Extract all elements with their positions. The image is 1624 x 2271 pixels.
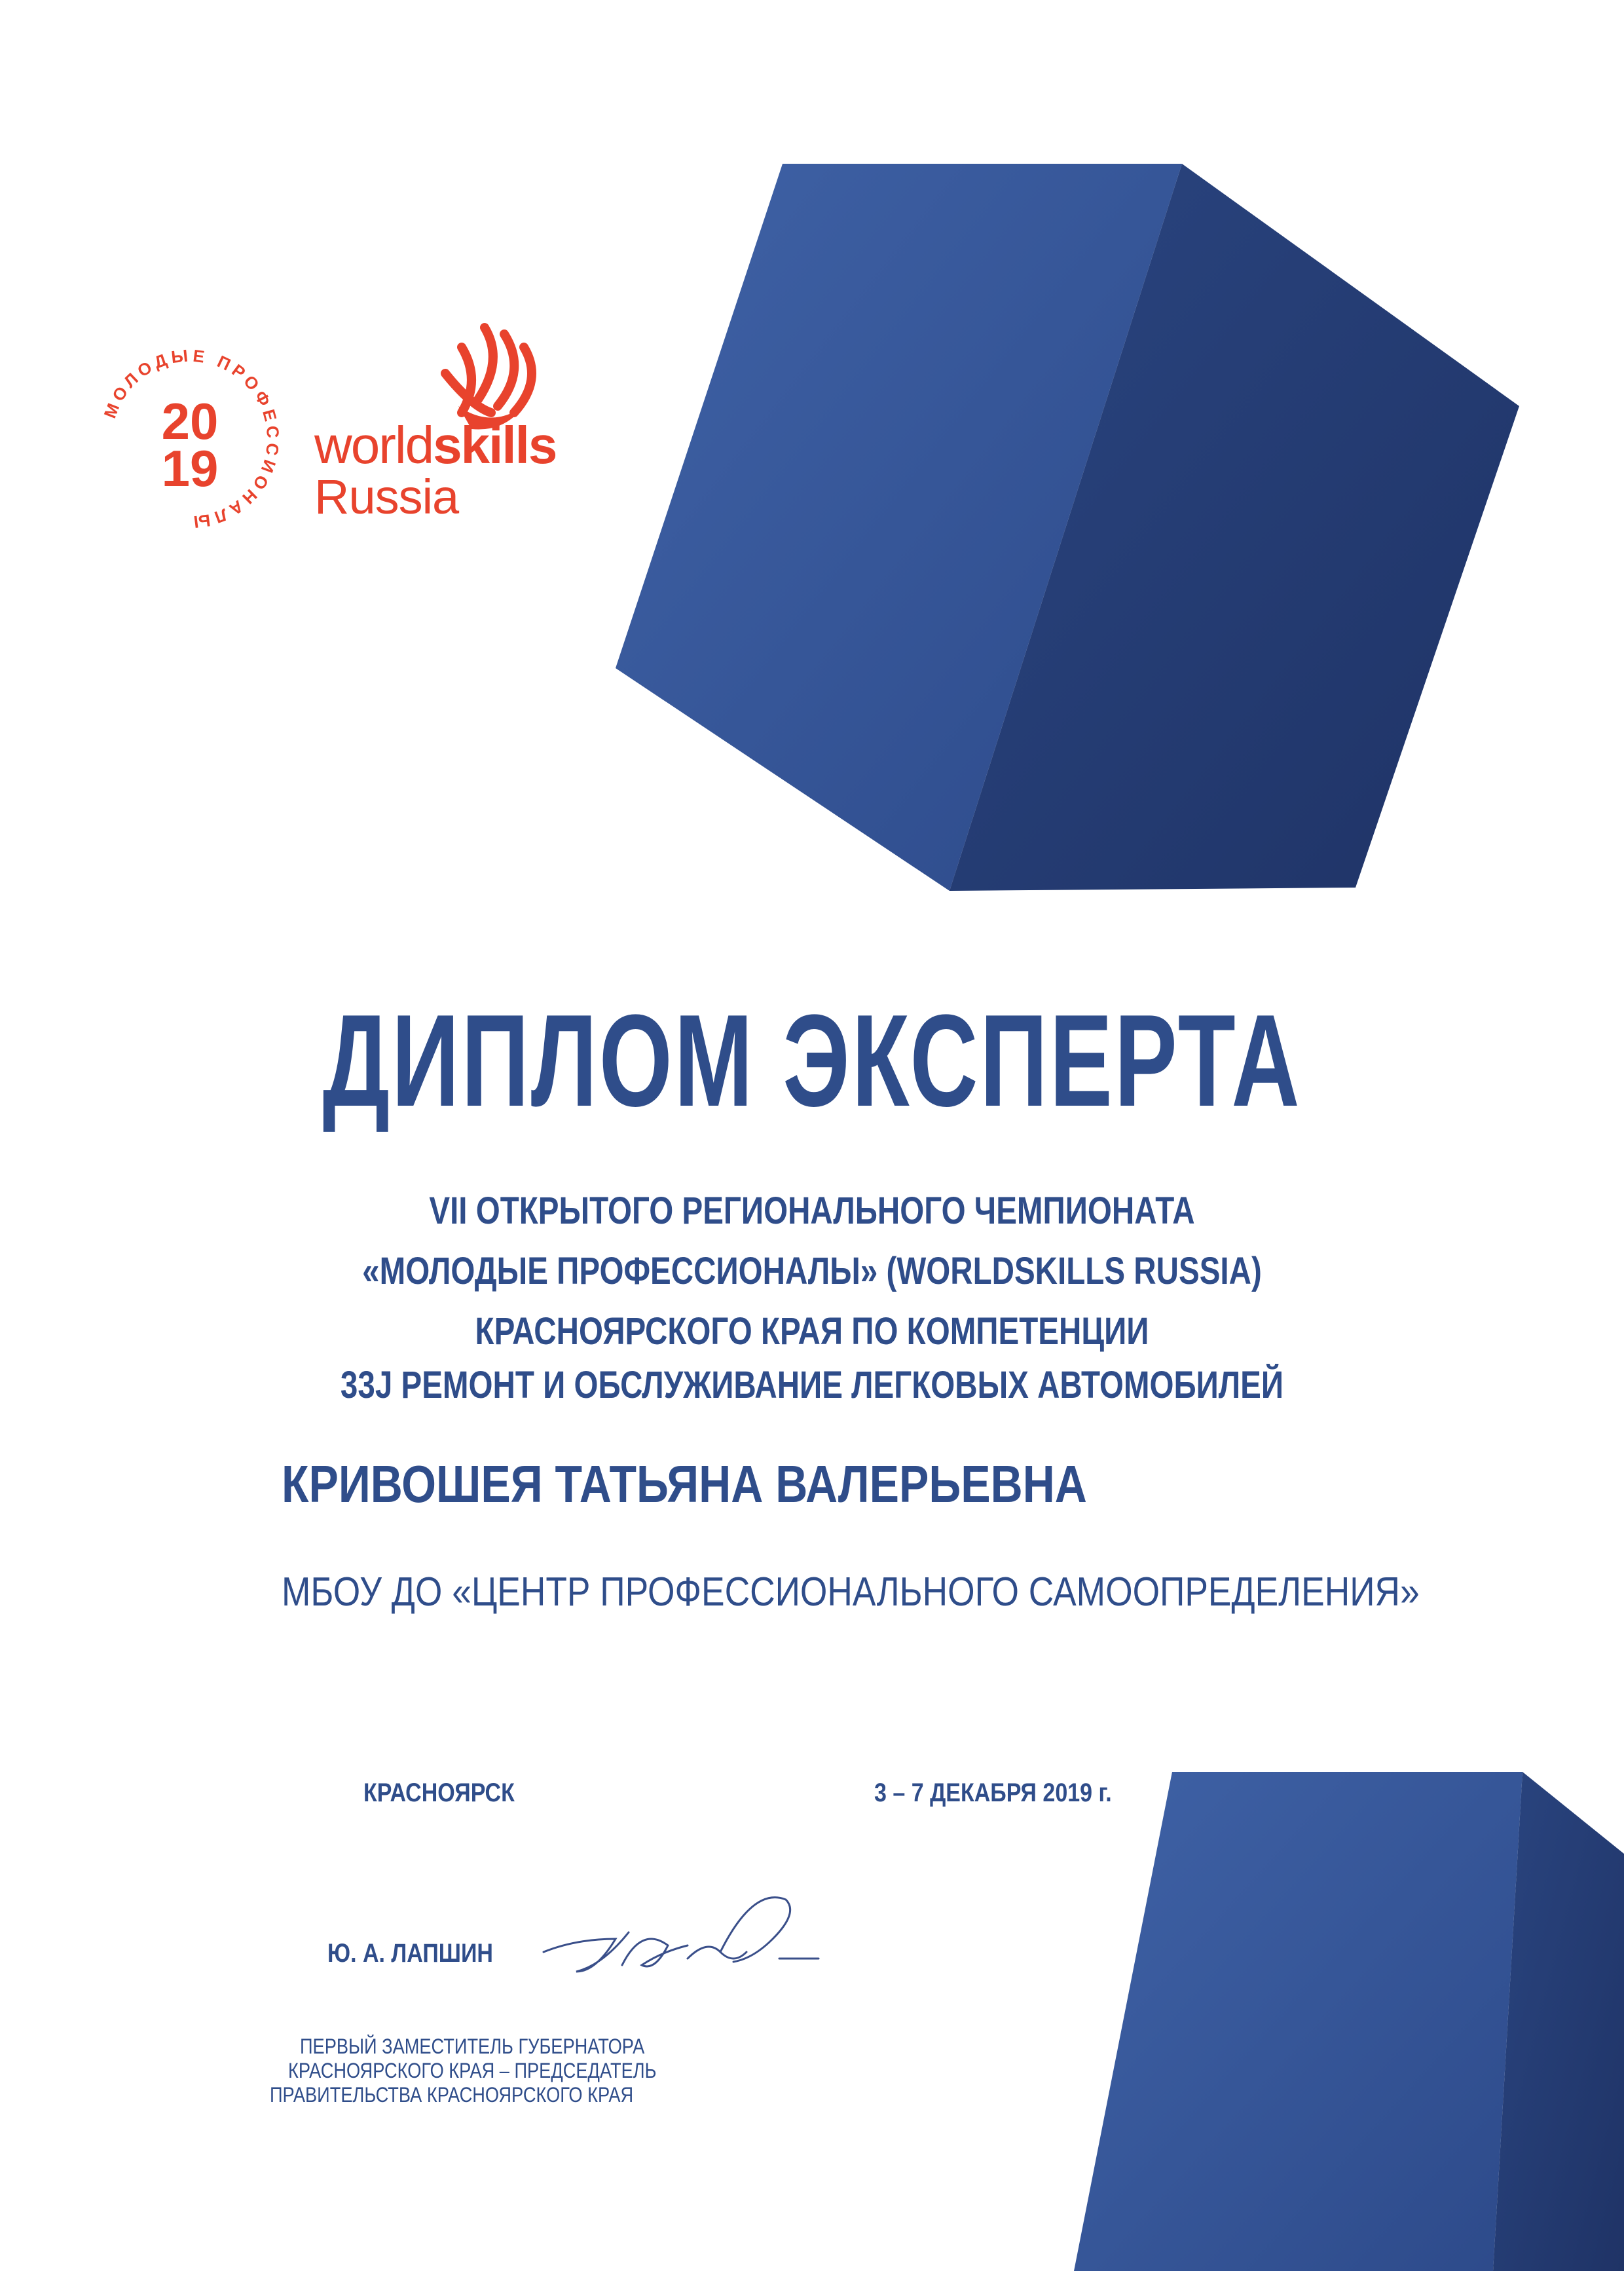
subtitle-line-2: «МОЛОДЫЕ ПРОФЕССИОНАЛЫ» (WORLDSKILLS RUSSIA): [362, 1250, 1262, 1292]
recipient-name: КРИВОШЕЯ ТАТЬЯНА ВАЛЕРЬЕВНА: [282, 1455, 1087, 1513]
worldskills-wordmark: worldskills: [314, 416, 557, 474]
diploma-title: ДИПЛОМ ЭКСПЕРТА: [322, 988, 1302, 1134]
subtitle-line-1: VII ОТКРЫТОГО РЕГИОНАЛЬНОГО ЧЕМПИОНАТА: [429, 1190, 1195, 1232]
signer-position-line-2: КРАСНОЯРСКОГО КРАЯ – ПРЕДСЕДАТЕЛЬ: [288, 2059, 657, 2082]
signer-position-line-3: ПРАВИТЕЛЬСТВА КРАСНОЯРСКОГО КРАЯ: [270, 2083, 634, 2107]
worldskills-country: Russia: [314, 470, 459, 524]
signer-position-line-1: ПЕРВЫЙ ЗАМЕСТИТЕЛЬ ГУБЕРНАТОРА: [300, 2035, 645, 2058]
city: КРАСНОЯРСК: [363, 1778, 515, 1807]
subtitle-line-3: КРАСНОЯРСКОГО КРАЯ ПО КОМПЕТЕНЦИИ: [475, 1310, 1149, 1353]
handwritten-signature: [537, 1873, 825, 1985]
logo-year-bottom: 19: [161, 440, 219, 497]
event-dates: 3 – 7 ДЕКАБРЯ 2019 г.: [874, 1778, 1112, 1807]
signer-name: Ю. А. ЛАПШИН: [327, 1939, 493, 1968]
young-professionals-logo: [92, 341, 288, 537]
subtitle-line-4: 33J РЕМОНТ И ОБСЛУЖИВАНИЕ ЛЕГКОВЫХ АВТОМОБИЛЕЙ: [340, 1364, 1284, 1406]
organization: МБОУ ДО «ЦЕНТР ПРОФЕССИОНАЛЬНОГО САМООПРЕДЕЛЕНИЯ»: [282, 1569, 1420, 1615]
logo-year-top: 20: [161, 392, 219, 450]
young-professionals-ring-text: МОЛОДЫЕ ПРОФЕССИОНАЛЫ: [100, 345, 284, 533]
